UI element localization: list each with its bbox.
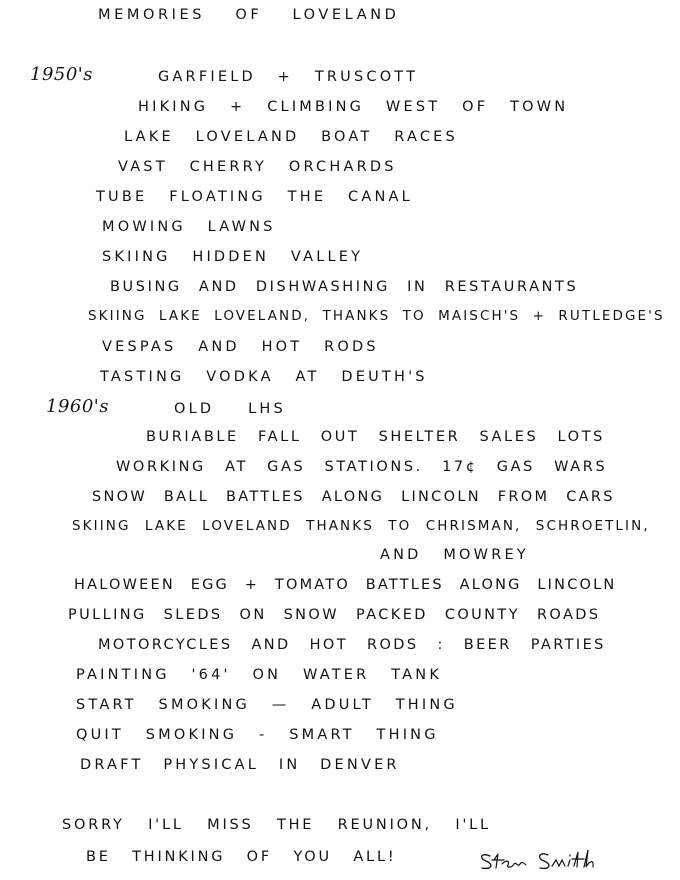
memory-item: HIKING + CLIMBING WEST OF TOWN (138, 99, 569, 115)
handwritten-signature (476, 846, 616, 876)
memory-item: PULLING SLEDS ON SNOW PACKED COUNTY ROADS (68, 607, 601, 623)
memory-item: SNOW BALL BATTLES ALONG LINCOLN FROM CARS (92, 489, 615, 505)
memory-item: VESPAS AND HOT RODS (102, 339, 379, 355)
memory-item: BURIABLE FALL OUT SHELTER SALES LOTS (146, 429, 605, 445)
memory-item: BUSING AND DISHWASHING IN RESTAURANTS (110, 279, 579, 295)
memory-item: TUBE FLOATING THE CANAL (96, 189, 413, 205)
memory-item: DRAFT PHYSICAL IN DENVER (80, 757, 400, 773)
memory-item: START SMOKING — ADULT THING (76, 697, 458, 713)
year-heading-1950s: 1950's (30, 64, 93, 85)
memory-item: HALOWEEN EGG + TOMATO BATTLES ALONG LINCOLN (74, 577, 617, 593)
page-title: MEMORIES OF LOVELAND (98, 7, 400, 23)
memory-item: PAINTING '64' ON WATER TANK (76, 667, 443, 683)
memory-item: MOWING LAWNS (102, 219, 276, 235)
memory-item: LAKE LOVELAND BOAT RACES (124, 129, 458, 145)
memory-item: TASTING VODKA AT DEUTH'S (100, 369, 428, 385)
memory-item: MOTORCYCLES AND HOT RODS : BEER PARTIES (98, 637, 606, 653)
closing-line: SORRY I'LL MISS THE REUNION, I'LL (62, 817, 491, 833)
memory-item: SKIING LAKE LOVELAND, THANKS TO MAISCH'S + RUTLEDGE'S (88, 308, 665, 324)
memory-item: SKIING LAKE LOVELAND THANKS TO CHRISMAN, SCHROETLIN, (72, 518, 650, 534)
year-heading-1960s: 1960's (46, 396, 109, 417)
memory-item: SKIING HIDDEN VALLEY (102, 249, 364, 265)
memory-item: QUIT SMOKING - SMART THING (76, 727, 439, 743)
memory-item: GARFIELD + TRUSCOTT (158, 69, 419, 85)
memory-item: AND MOWREY (380, 547, 529, 563)
memory-item: VAST CHERRY ORCHARDS (118, 159, 397, 175)
memory-item: WORKING AT GAS STATIONS. 17¢ GAS WARS (116, 459, 608, 475)
memory-item: OLD LHS (174, 401, 286, 417)
closing-line: BE THINKING OF YOU ALL! (86, 849, 397, 865)
